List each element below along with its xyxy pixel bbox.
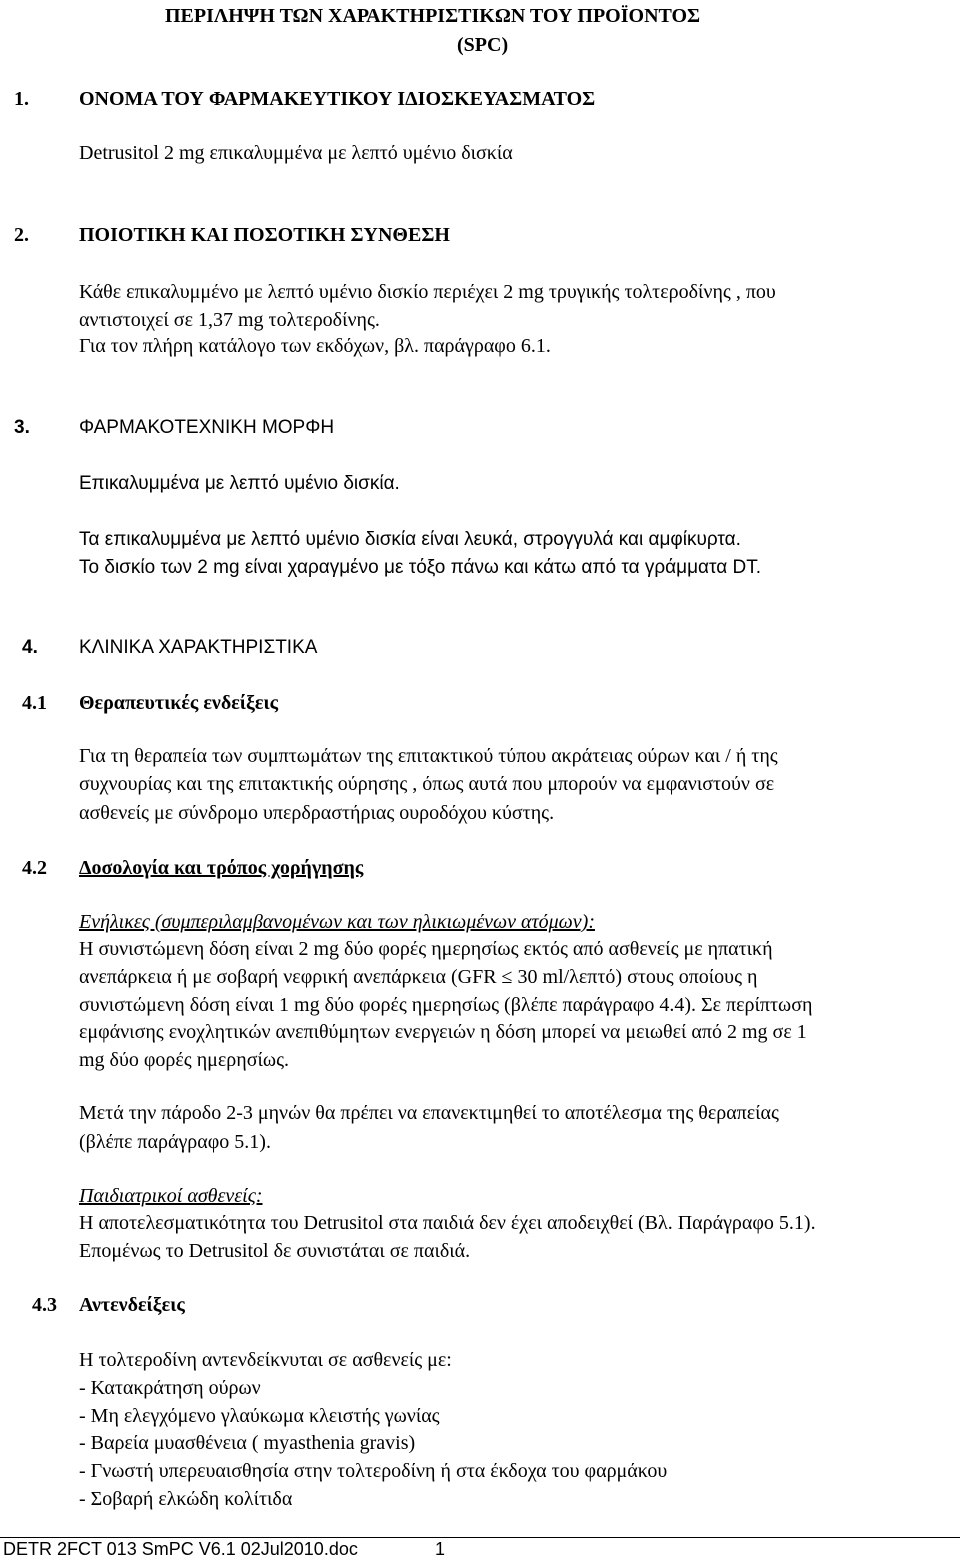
list-item: - Κατακράτηση ούρων — [79, 1377, 261, 1399]
section-3-line: Τα επικαλυμμένα με λεπτό υμένιο δισκία είναι λευκά, στρογγυλά και αμφίκυρτα. — [79, 529, 741, 550]
paragraph-line: Για τη θεραπεία των συμπτωμάτων της επιτακτικού τύπου ακράτειας ούρων και / ή της — [79, 745, 778, 767]
section-4-heading: ΚΛΙΝΙΚΑ ΧΑΡΑΚΤΗΡΙΣΤΙΚΑ — [79, 637, 318, 658]
section-2-heading: ΠΟΙΟΤΙΚΗ ΚΑΙ ΠΟΣΟΤΙΚΗ ΣΥΝΘΕΣΗ — [79, 224, 450, 246]
section-3-heading: ΦΑΡΜΑΚΟΤΕΧΝΙΚΗ ΜΟΡΦΗ — [79, 417, 335, 438]
page-title: ΠΕΡΙΛΗΨΗ ΤΩΝ ΧΑΡΑΚΤΗΡΙΣΤΙΚΩΝ ΤΟΥ ΠΡΟΪΟΝΤΟΣ — [165, 5, 701, 27]
section-1-text: Detrusitol 2 mg επικαλυμμένα με λεπτό υμένιο δισκία — [79, 142, 513, 164]
paragraph-line: (βλέπε παράγραφο 5.1). — [79, 1131, 271, 1153]
paragraph-line: Η τολτεροδίνη αντενδείκνυται σε ασθενείς με: — [79, 1349, 452, 1371]
footer-doc-ref: DETR 2FCT 013 SmPC V6.1 02Jul2010.doc — [3, 1539, 358, 1559]
section-2-line: Για τον πλήρη κατάλογο των εκδόχων, βλ. παράγραφο 6.1. — [79, 335, 551, 357]
section-3-line: Το δισκίο των 2 mg είναι χαραγμένο με τόξο πάνω και κάτω από τα γράμματα DT. — [79, 557, 762, 578]
subsection-4-2-number: 4.2 — [22, 857, 47, 879]
paragraph-line: ασθενείς με σύνδρομο υπερδραστήριας ουροδόχου κύστης. — [79, 802, 555, 824]
paragraph-line: συνιστώμενη δόση είναι 1 mg δύο φορές ημερησίως (βλέπε παράγραφο 4.4). Σε περίπτωση — [79, 994, 813, 1016]
page-title-code: (SPC) — [457, 34, 509, 56]
section-3-number: 3. — [14, 417, 30, 438]
footer-divider — [0, 1537, 960, 1538]
paragraph-line: Η συνιστώμενη δόση είναι 2 mg δύο φορές ημερησίως εκτός από ασθενείς με ηπατική — [79, 938, 773, 960]
list-item: - Βαρεία μυασθένεια ( myasthenia gravis) — [79, 1432, 416, 1454]
children-label: Παιδιατρικοί ασθενείς: — [79, 1185, 263, 1207]
paragraph-line: Επομένως το Detrusitol δε συνιστάται σε παιδιά. — [79, 1240, 471, 1262]
paragraph-line: mg δύο φορές ημερησίως. — [79, 1049, 289, 1071]
list-item: - Μη ελεγχόμενο γλαύκωμα κλειστής γωνίας — [79, 1405, 440, 1427]
paragraph-line: εμφάνισης ενοχλητικών ανεπιθύμητων ενεργειών η δόση μπορεί να μειωθεί από 2 mg σε 1 — [79, 1021, 807, 1043]
footer-page-number: 1 — [435, 1539, 446, 1559]
subsection-4-2-heading: Δοσολογία και τρόπος χορήγησης — [79, 857, 364, 879]
section-2-line: αντιστοιχεί σε 1,37 mg τολτεροδίνης. — [79, 309, 380, 331]
section-3-line: Επικαλυμμένα με λεπτό υμένιο δισκία. — [79, 473, 400, 494]
adults-label: Ενήλικες (συμπεριλαμβανομένων και των ηλικιωμένων ατόμων): — [79, 911, 595, 933]
section-2-line: Κάθε επικαλυμμένο με λεπτό υμένιο δισκίο περιέχει 2 mg τρυγικής τολτεροδίνης , που — [79, 281, 776, 303]
section-2-number: 2. — [14, 224, 29, 246]
paragraph-line: Μετά την πάροδο 2-3 μηνών θα πρέπει να επανεκτιμηθεί το αποτέλεσμα της θεραπείας — [79, 1102, 779, 1124]
subsection-4-3-heading: Αντενδείξεις — [79, 1294, 185, 1316]
section-1-heading: ΟΝΟΜΑ ΤΟΥ ΦΑΡΜΑΚΕΥΤΙΚΟΥ ΙΔΙΟΣΚΕΥΑΣΜΑΤΟΣ — [79, 88, 596, 110]
subsection-4-1-number: 4.1 — [22, 692, 47, 714]
paragraph-line: Η αποτελεσματικότητα του Detrusitol στα παιδιά δεν έχει αποδειχθεί (Βλ. Παράγραφο 5.1). — [79, 1212, 816, 1234]
list-item: - Σοβαρή ελκώδη κολίτιδα — [79, 1488, 293, 1510]
paragraph-line: ανεπάρκεια ή με σοβαρή νεφρική ανεπάρκεια (GFR ≤ 30 ml/λεπτό) στους οποίους η — [79, 966, 758, 988]
section-4-number: 4. — [22, 637, 38, 658]
subsection-4-3-number: 4.3 — [32, 1294, 57, 1316]
list-item: - Γνωστή υπερευαισθησία στην τολτεροδίνη ή στα έκδοχα του φαρμάκου — [79, 1460, 668, 1482]
subsection-4-1-heading: Θεραπευτικές ενδείξεις — [79, 692, 279, 714]
paragraph-line: συχνουρίας και της επιτακτικής ούρησης , όπως αυτά που μπορούν να εμφανιστούν σε — [79, 773, 775, 795]
section-1-number: 1. — [14, 88, 29, 110]
